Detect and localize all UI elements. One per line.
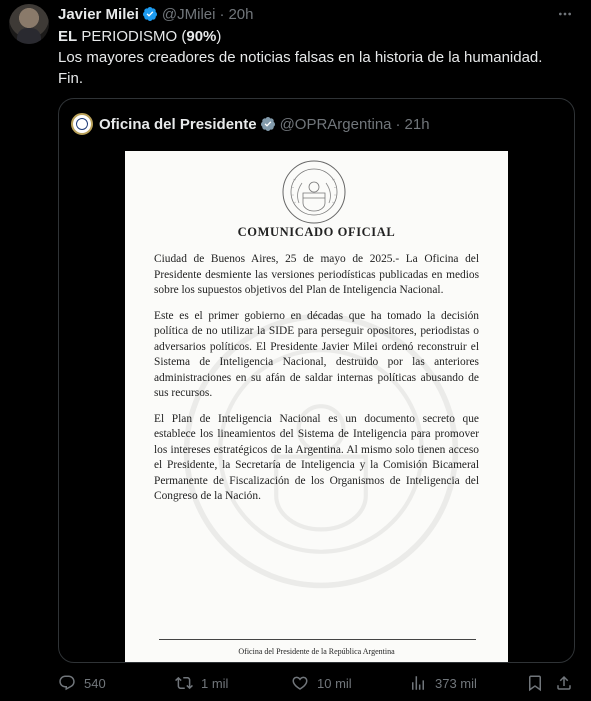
- quote-author-name[interactable]: Oficina del Presidente: [99, 115, 257, 133]
- tweet-text-bold-percent: 90%: [186, 28, 217, 45]
- tweet-text-bold-el: EL: [58, 28, 78, 45]
- share-button[interactable]: [555, 674, 581, 692]
- verified-badge-icon: [260, 116, 276, 132]
- views-button[interactable]: [409, 674, 477, 692]
- tweet-text-periodismo: PERIODISMO (: [77, 28, 187, 45]
- quote-author-handle[interactable]: @OPRArgentina: [279, 115, 392, 133]
- document-footer-divider: [159, 639, 476, 640]
- repost-button[interactable]: [175, 674, 228, 692]
- document-paragraph-3: El Plan de Inteligencia Nacional es un documento secreto que establece los lineamientos del Sistema de Inteligencia para promover los intereses estratégicos de la Argentina. Al mismo solo tienen acceso el Presidente, la Secretaría de Inteligencia y la Comisión Bicameral Permanente de Fiscalización de los Organismos de Inteligencia del Congreso de la Nación.: [154, 412, 479, 502]
- quoted-tweet[interactable]: [58, 98, 575, 663]
- repost-icon: [175, 674, 193, 692]
- tweet-text: [58, 26, 578, 89]
- bookmark-icon: [526, 674, 544, 692]
- quote-author-avatar[interactable]: [71, 113, 93, 135]
- reply-button[interactable]: [58, 674, 106, 692]
- verified-badge-icon: [142, 6, 158, 22]
- separator-dot: ·: [219, 5, 225, 23]
- bookmark-button[interactable]: [526, 674, 552, 692]
- tweet-text-line2: Los mayores creadores de noticias falsas en la historia de la humanidad.: [58, 49, 543, 66]
- author-name[interactable]: Javier Milei: [58, 5, 139, 23]
- tweet-text-close-paren: ): [216, 28, 222, 45]
- tweet-time[interactable]: 20h: [228, 5, 254, 23]
- reply-icon: [58, 674, 76, 692]
- document-paragraph-2: Este es el primer gobierno en décadas que ha tomado la decisión política de no utilizar la SIDE para perseguir opositores, periodistas o adversarios políticos. El Presidente Javier Milei ordenó reconstruir el Sistema de Inteligencia Nacional, destruido por las anteriores administraciones en su afán de saldar internas políticas abusando de sus recursos.: [154, 309, 479, 399]
- quote-time[interactable]: 21h: [404, 115, 430, 133]
- separator-dot: ·: [395, 115, 401, 133]
- reply-count: 540: [84, 675, 106, 691]
- presidential-seal-icon: [281, 159, 347, 225]
- author-avatar[interactable]: [9, 4, 49, 44]
- document-title: COMUNICADO OFICIAL: [237, 225, 396, 239]
- like-count: 10 mil: [317, 675, 352, 691]
- author-handle[interactable]: @JMilei: [161, 5, 216, 23]
- document-footer: Oficina del Presidente de la República Argentina: [238, 647, 395, 656]
- like-button[interactable]: [291, 674, 352, 692]
- views-count: 373 mil: [435, 675, 477, 691]
- tweet-text-line1: [58, 26, 578, 47]
- communique-document-image[interactable]: [125, 151, 508, 663]
- like-icon: [291, 674, 309, 692]
- tweet-actions: [58, 674, 578, 698]
- tweet-text-line3: Fin.: [58, 70, 84, 87]
- repost-count: 1 mil: [201, 675, 229, 691]
- more-options-icon[interactable]: [555, 6, 575, 22]
- tweet-header: [58, 4, 253, 24]
- views-icon: [409, 674, 427, 692]
- quote-header: [71, 113, 430, 135]
- document-body: [154, 252, 479, 515]
- document-paragraph-1: Ciudad de Buenos Aires, 25 de mayo de 2025.- La Oficina del Presidente desmiente las versiones periodísticas publicadas en medios sobre los supuestos objetivos del Plan de Inteligencia Nacional.: [154, 253, 479, 296]
- share-icon: [555, 674, 573, 692]
